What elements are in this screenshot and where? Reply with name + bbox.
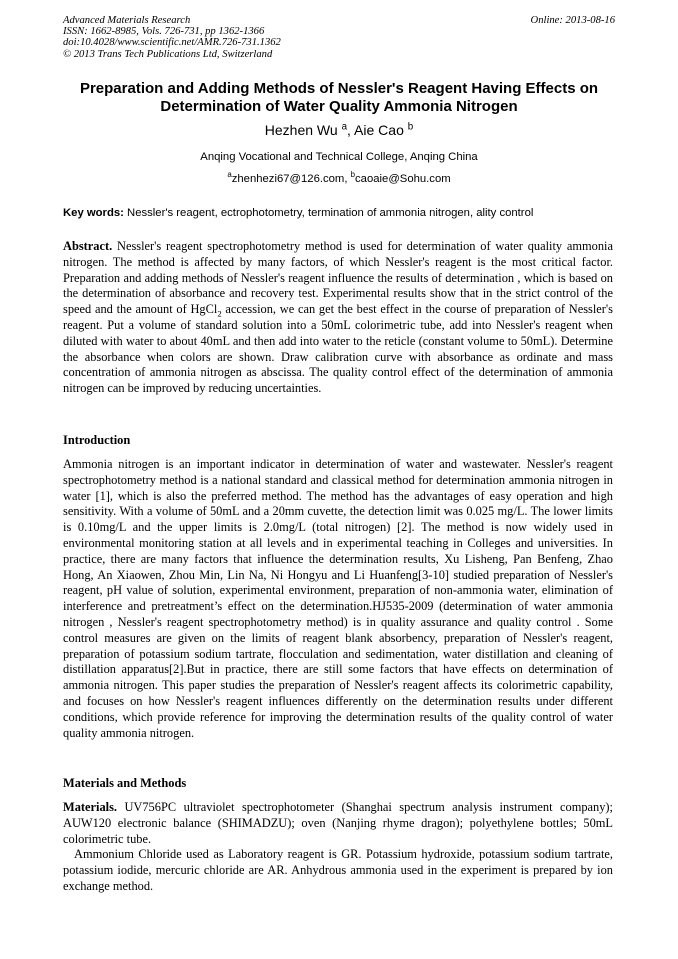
- materials-text: UV756PC ultraviolet spectrophotometer (Shanghai spectrum analysis instrument company); AUW120 electronic balance (SHIMADZU); oven (Nanjing rhyme dragon); polyethylene bottles; 50mL colorimetric tube.: [63, 800, 613, 846]
- paper-title: [55, 80, 623, 116]
- author-2-affil-marker: b: [407, 121, 414, 133]
- author-separator: ,: [347, 122, 355, 138]
- authors: [55, 122, 623, 139]
- abstract: [63, 239, 613, 397]
- introduction-text: Ammonia nitrogen is an important indicator in determination of water and wastewater. Nessler's reagent spectrophotometry method is a national standard and classical method for determination ammonia nitrogen in water [1], which is also the preferred method. The method has the advantages of easy operation and high sensitivity. With a volume of 50mL and a 20mm cuvette, the detection limit was 0.025 mg/L. The lower limits is 0.10mg/L and the upper limits is 2.0mg/L (total nitrogen) [2]. The method is now widely used in environmental monitoring station at all levels and in experimental teaching in Colleges and universities. In practice, there are many factors that influence the determination results, Xu Lisheng, Pan Benfeng, Zhao Hong, An Xiaowen, Zhou Min, Lin Na, Ni Hongyu and Li Huanfeng[3-10] studied preparation of Nessler's reagent, pH value of solution, experimental environment, preparation of non-ammonia water, elimination of interference and pretreatment’s effect on the determination.HJ535-2009 (determination of water ammonia nitrogen , Nessler's reagent spectrophotometry method) is in quality assurance and quality control . Some control measures are given on the limits of reagent blank absorbency, preparation of Nessler's reagent, preparation of potassium sodium tartrate, flocculation and sedimentation, water distillation and cleaning of distillation apparatus[2].But in practice, there are still some factors that have effects on determination of ammonia nitrogen. This paper studies the preparation of Nessler's reagent affects its colorimetric capability, and focuses on how Nessler's reagent influences differently on the determination results under different conditions, which provide reference for improving the determination results of the quality control of water quality ammonia nitrogen.: [63, 457, 613, 740]
- email-2-marker: b: [350, 170, 356, 180]
- email-2[interactable]: caoaie@Sohu.com: [355, 173, 451, 185]
- copyright-line: © 2013 Trans Tech Publications Ltd, Switzerland: [63, 48, 273, 60]
- materials-label: Materials.: [63, 800, 118, 814]
- email-1-marker: a: [227, 170, 232, 180]
- keywords-text: Nessler's reagent, ectrophotometry, termination of ammonia nitrogen, ality control: [123, 207, 534, 219]
- abstract-text-part-1: Nessler's reagent spectrophotometry method is used for determination of water quality ammonia nitrogen. The method is affected by many factors, of which Nessler's reagent is the most critical factor. Preparation and adding methods of Nessler's reagent influence the results of determination , which is based on the determination of absorbance and recovery test. Experimental results show that in the strict control of the speed and the amount of HgCl: [63, 239, 613, 317]
- journal-name: Advanced Materials Research: [63, 15, 191, 26]
- abstract-text-part-2: accession, we can get the best effect in the course of preparation of Nessler's reagent. Put a volume of standard solution into a 50mL colorimetric tube, add into Nessler's reagent when diluted with water to about 40mL and then add into water to the reticle (constant volume to 50mL). Determine the absorbance when colors are shown. Draw calibration curve with absorbance as ordinate and mass concentration of ammonia nitrogen as abscissa. The quality control effect of the determination of ammonia nitrogen can be improved by reducing uncertainties.: [63, 302, 613, 396]
- email-1[interactable]: zhenhezi67@126.com,: [231, 173, 351, 185]
- doi-line[interactable]: doi:10.4028/www.scientific.net/AMR.726-731.1362: [63, 37, 281, 49]
- reagents-paragraph: Ammonium Chloride used as Laboratory reagent is GR. Potassium hydroxide, potassium sodium tartrate, potassium iodide, mercuric chloride are AR. Anhydrous ammonia used in the experiment is prepared by ion exchange method.: [63, 847, 613, 893]
- abstract-label: Abstract.: [63, 239, 113, 253]
- author-1-affil-marker: a: [341, 121, 348, 133]
- author-1: Hezhen Wu: [264, 122, 338, 138]
- title-line-2: Determination of Water Quality Ammonia Nitrogen: [160, 98, 518, 115]
- title-line-1: Preparation and Adding Methods of Nessler's Reagent Having Effects on: [79, 80, 599, 97]
- materials-paragraph: [63, 800, 613, 847]
- affiliation: Anqing Vocational and Technical College, Anqing China: [200, 151, 478, 163]
- introduction-heading: Introduction: [63, 433, 131, 447]
- online-date: Online: 2013-08-16: [530, 15, 615, 26]
- materials-methods-heading: Materials and Methods: [63, 776, 187, 790]
- journal-header: [63, 15, 281, 60]
- issn-line: ISSN: 1662-8985, Vols. 726-731, pp 1362-1366: [63, 26, 265, 38]
- keywords-label: Key words:: [63, 207, 124, 219]
- abstract-subscript: 2: [217, 308, 222, 319]
- author-emails: [55, 172, 623, 186]
- author-2: Aie Cao: [354, 122, 404, 138]
- keywords: [63, 206, 623, 220]
